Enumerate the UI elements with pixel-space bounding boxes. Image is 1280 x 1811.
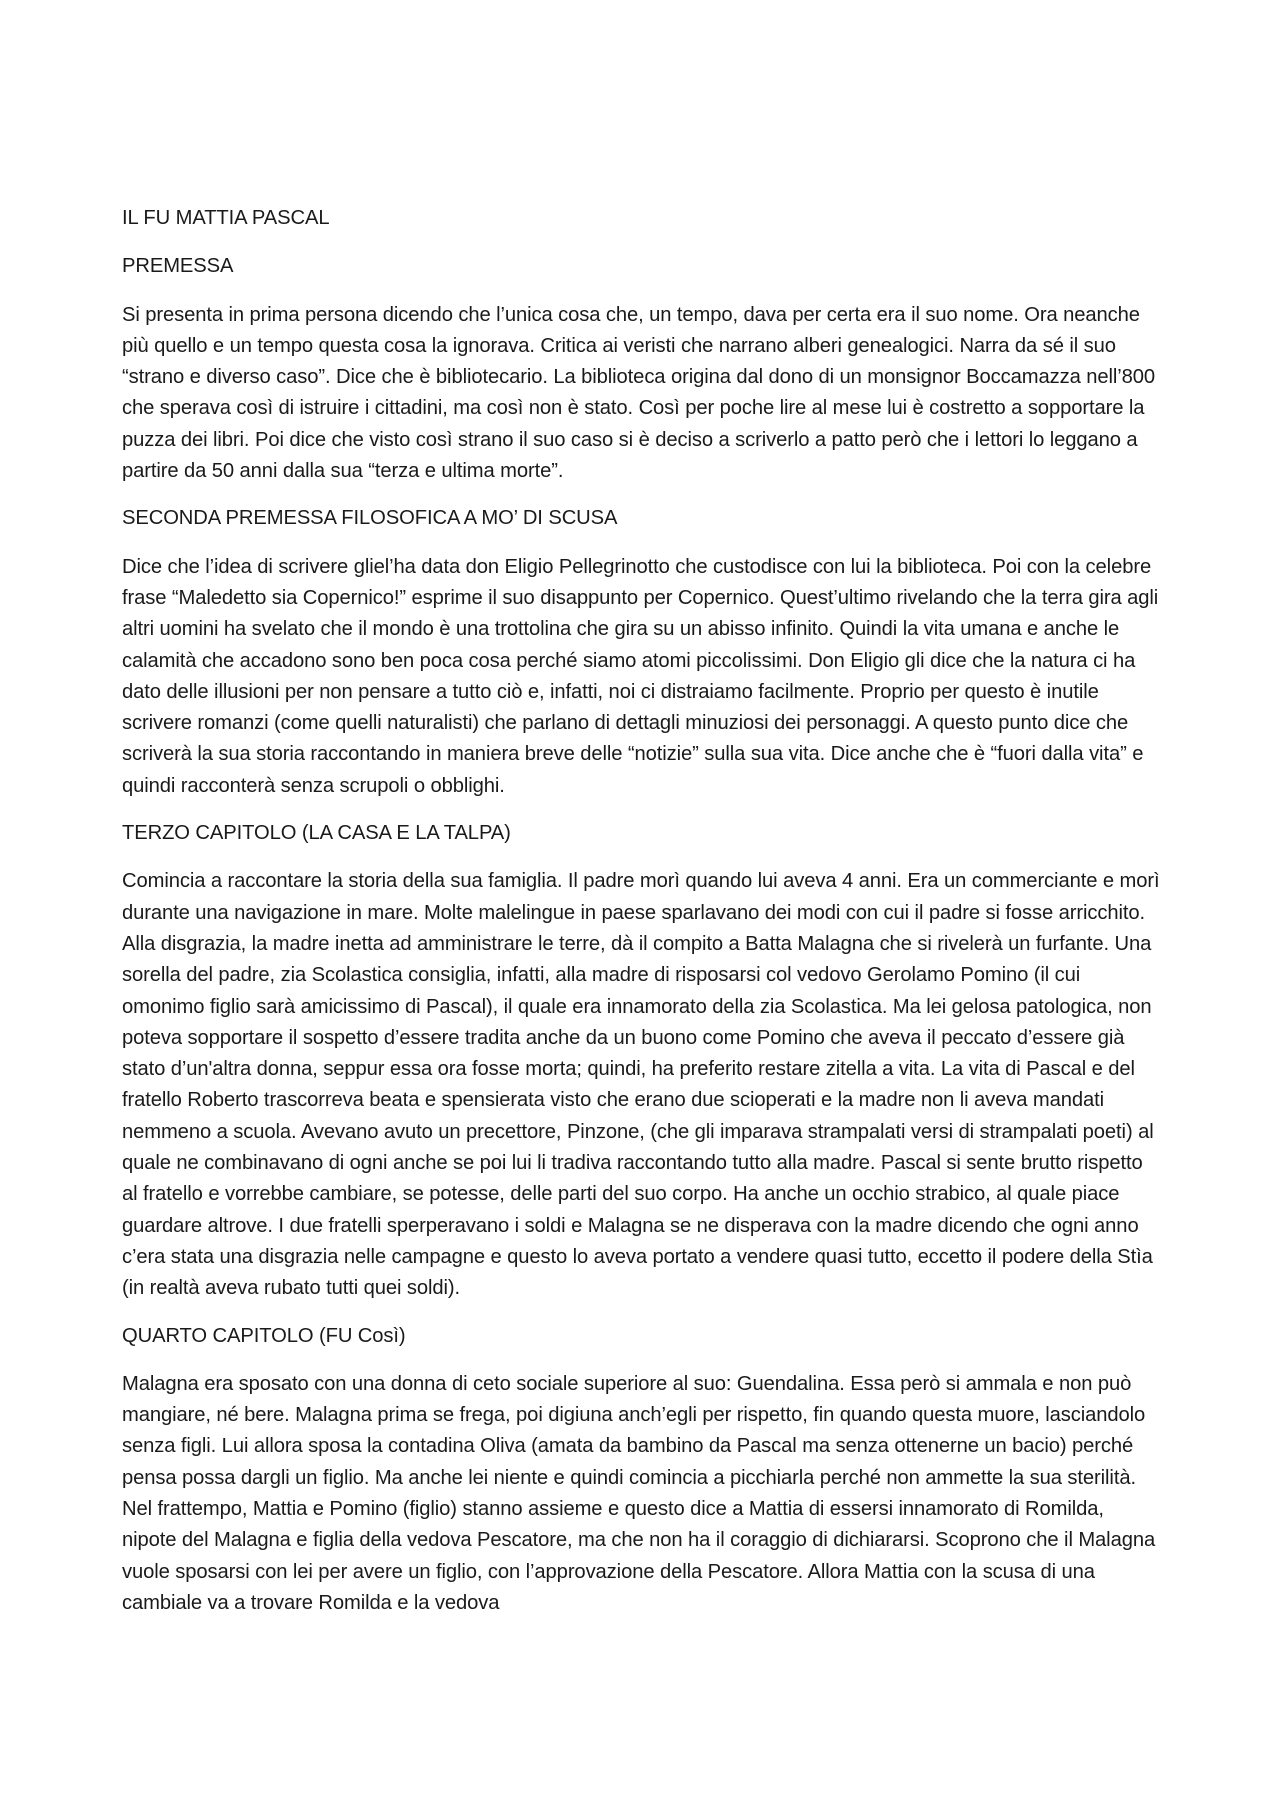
section-heading-seconda-premessa: SECONDA PREMESSA FILOSOFICA A MO’ DI SCUSA [122, 507, 618, 530]
document-title: IL FU MATTIA PASCAL [122, 207, 330, 229]
section-body-terzo-capitolo: Comincia a raccontare la storia della sua famiglia. Il padre morì quando lui aveva 4 anni. Era un commerciante e morì durante una navigazione in mare. Molte malelingue in paese sparlavano dei modi con cui il padre si fosse arricchito. Alla disgrazia, la madre inetta ad amministrare le terre, dà il compito a Batta Malagna che si rivelerà un furfante. Una sorella del padre, zia Scolastica consiglia, infatti, alla madre di risposarsi col vedovo Gerolamo Pomino (il cui omonimo figlio sarà amicissimo di Pascal), il quale era innamorato della zia Scolastica. Ma lei gelosa patologica, non poteva sopportare il sospetto d’essere tradita anche da un buono come Pomino che aveva il peccato d’essere già stato d’un'altra donna, seppur essa ora fosse morta; quindi, ha preferito restare zitella a vita. La vita di Pascal e del fratello Roberto trascorreva beata e spensierata visto che erano due scioperati e la madre non li aveva mandati nemmeno a scuola. Avevano avuto un precettore, Pinzone, (che gli imparava strampalati versi di strampalati poeti) al quale ne combinavano di ogni anche se poi lui li tradiva raccontando tutto alla madre. Pascal si sente brutto rispetto al fratello e vorrebbe cambiare, se potesse, delle parti del suo corpo. Ha anche un occhio strabico, al quale piace guardare altrove. I due fratelli sperperavano i soldi e Malagna se ne disperava con la madre dicendo che ogni anno c’era stata una disgrazia nelle campagne e questo lo aveva portato a vendere quasi tutto, eccetto il podere della Stìa (in realtà aveva rubato tutti quei soldi). [122, 870, 1160, 1300]
section-body-seconda-premessa: Dice che l’idea di scrivere gliel’ha data don Eligio Pellegrinotto che custodisce con lui la biblioteca. Poi con la celebre frase “Maledetto sia Copernico!” esprime il suo disappunto per Copernico. Quest’ultimo rivelando che la terra gira agli altri uomini ha svelato che il mondo è una trottolina che gira su un abisso infinito. Quindi la vita umana e anche le calamità che accadono sono ben poca cosa perché siamo atomi piccolissimi. Don Eligio gli dice che la natura ci ha dato delle illusioni per non pensare a tutto ciò e, infatti, noi ci distraiamo facilmente. Proprio per questo è inutile scrivere romanzi (come quelli naturalisti) che parlano di dettagli minuziosi dei personaggi. A questo punto dice che scriverà la sua storia raccontando in maniera breve delle “notizie” sulla sua vita. Dice anche che è “fuori dalla vita” e quindi racconterà senza scrupoli o obblighi. [122, 555, 1159, 797]
section-heading-premessa: PREMESSA [122, 255, 234, 278]
section-body-premessa: Si presenta in prima persona dicendo che l’unica cosa che, un tempo, dava per certa era il suo nome. Ora neanche più quello e un tempo questa cosa la ignorava. Critica ai veristi che narrano alberi genealogici. Narra da sé il suo “strano e diverso caso”. Dice che è bibliotecario. La biblioteca origina dal dono di un monsignor Boccamazza nell’800 che sperava così di istruire i cittadini, ma così non è stato. Così per poche lire al mese lui è costretto a sopportare la puzza dei libri. Poi dice che visto così strano il suo caso si è deciso a scriverlo a patto però che i lettori lo leggano a partire da 50 anni dalla sua “terza e ultima morte”. [122, 303, 1156, 483]
section-heading-quarto-capitolo: QUARTO CAPITOLO (FU Così) [122, 1324, 406, 1347]
section-heading-terzo-capitolo: TERZO CAPITOLO (LA CASA E LA TALPA) [122, 822, 511, 845]
section-body-quarto-capitolo: Malagna era sposato con una donna di ceto sociale superiore al suo: Guendalina. Essa però si ammala e non può mangiare, né bere. Malagna prima se frega, poi digiuna anch’egli per rispetto, fin quando questa muore, lasciandolo senza figli. Lui allora sposa la contadina Oliva (amata da bambino da Pascal ma senza ottenerne un bacio) perché pensa possa dargli un figlio. Ma anche lei niente e quindi comincia a picchiarla perché non ammette la sua sterilità. Nel frattempo, Mattia e Pomino (figlio) stanno assieme e questo dice a Mattia di essersi innamorato di Romilda, nipote del Malagna e figlia della vedova Pescatore, ma che non ha il coraggio di dichiararsi. Scoprono che il Malagna vuole sposarsi con lei per avere un figlio, con l’approvazione della Pescatore. Allora Mattia con la scusa di una cambiale va a trovare Romilda e la vedova [122, 1372, 1156, 1614]
document-body [122, 203, 1162, 1635]
